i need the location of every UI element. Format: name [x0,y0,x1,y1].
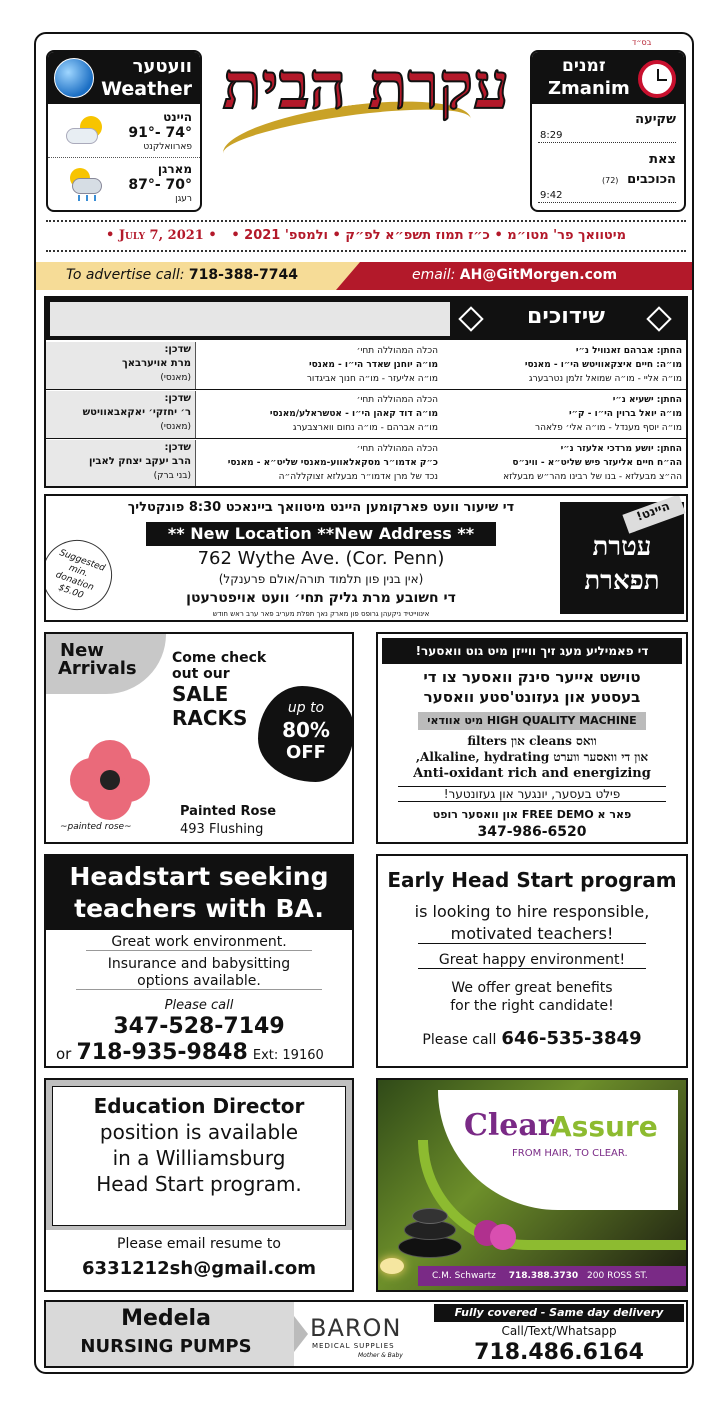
shadchan-label-2: שדכן: [164,393,191,404]
groom-line1-1: החתן: אברהם זאנוויל נ״י [575,346,682,356]
groom-cell-3 [442,442,682,484]
water-machine: HIGH QUALITY MACHINE מיט אוודאי [418,712,646,730]
shadchan-place-2: (מאנסי) [160,422,191,432]
groom-line2-2: מו״ה יואל ברוין הי״ו - ק״י [568,409,682,419]
zmanim-box [530,50,686,212]
painted-rose-ad [44,632,354,844]
medela-ad [44,1300,688,1368]
groom-cell-2 [442,393,682,435]
shadchan-label-1: שדכן: [164,344,191,355]
discount-splash [258,686,354,782]
baron-name: BARON [310,1314,402,1342]
dateline-place: מיטוואך פר' מטו״מ [507,228,626,243]
dateline-count: ולמספ' 2021 [244,228,328,243]
advertise-email[interactable]: AH@GitMorgen.com [459,267,618,283]
stars-label-1: צאת [649,152,676,167]
baron-sub2: Mother & Baby [358,1352,403,1359]
water-demo: פאר א FREE DEMO און וואסער רופט [432,808,632,821]
shiur-small: אינווייטיד ניקעהן גרופס פון מארק נאך תפלת מעריב פאר ערב ראש חודש [212,610,430,618]
weather-tomorrow [48,160,200,210]
shiur-speaker: די חשובע מרת גליק תחי׳ וועט אויפטרעטן [186,590,456,606]
stars-label-2: הכוכבים [627,172,676,187]
water-ad [376,632,688,844]
clearassure-address: 200 ROSS ST. [587,1271,648,1281]
early-phone[interactable]: 646-535-3849 [501,1028,642,1049]
baron-sub: MEDICAL SUPPLIES [312,1342,395,1350]
education-title: Education Director [93,1094,305,1118]
shiur-address-he: (אין בנין פון תלמוד תורה/אולם פרענקל) [218,572,424,586]
weather-box [46,50,202,212]
water-phone[interactable]: 347-986-6520 [477,824,587,840]
logo-line2: תפארת [584,566,660,596]
today-desc: פארוואלקנט [143,142,192,152]
shiur-line1: די שיעור וועט פארקומען היינט מיטוואך ביינאכט 8:30 פונקטליך [127,500,515,515]
water-line5: Anti-oxidant rich and energizing [413,766,651,781]
education-email[interactable]: 6331212sh@gmail.com [82,1258,316,1279]
stones-icon [392,1208,472,1268]
early-line3: Great happy environment! [418,952,646,969]
store-name: Painted Rose [180,804,277,819]
medela-line2: NURSING PUMPS [80,1336,252,1357]
rose-script: ~painted rose~ [60,822,132,832]
education-email-label: Please email resume to [117,1236,281,1252]
early-line1: is looking to hire responsible, [414,902,650,921]
stars-time: 9:42 [540,190,563,201]
weather-today [48,108,200,158]
brand-assure: Assure [550,1110,658,1143]
sunset-time: 8:29 [540,130,563,141]
newspaper-page [34,32,694,1374]
weather-title-en: Weather [101,78,192,100]
orchid-icon [474,1220,518,1250]
headstart-line2: Insurance and babysitting [107,956,291,972]
tomorrow-day: מארגן [157,162,192,176]
bride-line2-2: מו״ה דוד קאהן הי״ו - אטשראלע/מאנסי [269,409,438,419]
groom-line2-1: מו״ה: חיים איצקאוויטש הי״ו - מאנסי [524,360,682,370]
stars-line [538,202,676,203]
off-label: OFF [286,742,326,763]
shidduchim-title: שידוכים [527,304,605,329]
come-label: Come check [172,650,267,666]
shiur-ad [44,494,688,622]
shidduchim-row-1 [46,342,686,390]
racks-label: RACKS [172,706,248,730]
dateline-bullet-1: • [106,228,115,243]
today-temp: 91°- 74° [128,125,192,141]
shidduchim-row-3 [46,440,686,486]
dateline-bullet-5: • [231,228,240,243]
bride-line3-3: נכד של מרן אדמו״ר מבעלזא זצוקללה״ה [278,472,438,482]
bride-line2-1: מו״ה יוחנן שאדר הי״ו - מאנסי [309,360,438,370]
education-line2: in a Williamsburg [112,1146,286,1170]
headstart-ad [44,854,354,1068]
shidduchim-blank-field [50,302,450,336]
bride-cell-1 [198,344,438,386]
water-line4: און די וואסער ווערט Alkaline, hydrating, [415,750,649,764]
new-label: New [60,640,104,661]
early-call-line [378,1028,686,1049]
education-ad [44,1078,354,1292]
groom-line3-3: הה״צ מבעלזא - בנו של רבינו מהר״ש מבעלזא [503,472,682,482]
groom-cell-1 [442,344,682,386]
bride-line1-2: הכלה המהוללה תחי׳ [356,395,438,405]
headstart-phone2-line [56,1040,354,1065]
donation-circle [44,530,122,620]
dateline-bullet-3: • [494,228,503,243]
stars-note: (72) [602,176,619,185]
early-title: Early Head Start program [387,868,677,892]
groom-line2-3: הה״ח חיים אליעזר פיש שליט״א - ווינ״ס [512,458,682,468]
out-label: out our [172,666,230,682]
dateline-date: July 7, 2021 [118,228,204,243]
rose-flower-icon [70,740,150,820]
candle-icon [380,1258,404,1274]
advertise-band [36,262,692,290]
rain-cloud-icon [66,168,104,202]
weather-header [48,52,200,104]
percent-label: 80% [282,718,330,742]
sunset-line [538,142,676,143]
water-line1: טוישט אייער סינק וואסער צו די [423,668,641,686]
email-label: email: [412,267,456,283]
headstart-call: Please call [164,998,234,1013]
water-line3: וואס cleans און filters [467,734,597,748]
masthead-title: עקרת הבית [222,49,510,124]
education-line1: position is available [99,1120,299,1144]
shadchan-name-1: מרת אויערבאך [121,358,191,369]
bride-cell-2 [198,393,438,435]
bride-line3-1: מו״ה אליעזר - מו״ה חנוך אביגדור [306,374,438,384]
shadchan-name-3: הרב יעקב יצחק לאבין [88,456,191,467]
zmanim-header [532,52,684,104]
shidduchim-section [44,296,688,488]
groom-line3-2: מו״ה יוסף מענדל - מו״ה אלי׳ פלאהר [535,423,682,433]
brand-clear: Clear [464,1108,554,1143]
up-to-label: up to [287,700,325,716]
dateline-bullet-2: • [208,228,217,243]
groom-line1-3: החתן: יושע מרדכי אלעזר נ״י [560,444,682,454]
headstart-line1: Great work environment. [86,934,312,951]
advertise-label: To advertise call: [66,267,185,283]
early-line5: for the right candidate! [450,998,614,1014]
ornament-right-icon [646,306,671,331]
headstart-or: or [56,1045,72,1063]
clearassure-phone[interactable]: 718.388.3730 [508,1271,579,1281]
dateline-bullet-4: • [332,228,341,243]
masthead [216,44,516,214]
ornament-left-icon [458,306,483,331]
medela-contact: Call/Text/Whatsapp [501,1324,617,1338]
store-address: 493 Flushing [180,822,264,837]
zmanim-title-he: זמנים [562,56,606,76]
headstart-phone1[interactable]: 347-528-7149 [113,1014,285,1039]
shidduchim-header [46,298,686,340]
early-line2: motivated teachers! [418,924,646,944]
water-line2: בעסטע און געזונט'סטע וואסער [423,688,641,706]
bride-line1-3: הכלה המהוללה תחי׳ [356,444,438,454]
shiur-tag: היינט! [622,494,685,533]
advertise-phone[interactable]: 718-388-7744 [188,267,298,283]
bride-line1-1: הכלה המהוללה תחי׳ [356,346,438,356]
shadchan-place-1: (מאנסי) [160,373,191,383]
sunset-label: שקיעה [635,112,676,127]
shadchan-name-2: ר׳ יחזקי׳ יאקאבאוויטש [82,407,191,418]
sale-label: SALE [172,682,229,706]
shiur-banner: ** New Location **New Address ** [146,522,496,546]
donation-text: Suggested min. donation $5.00 [54,548,107,602]
shadchan-cell-1 [46,342,196,389]
shadchan-cell-3 [46,440,196,486]
globe-icon [54,58,94,98]
water-header: די פאמיליע מעג זיך ווייזן מיט גוט וואסער! [382,638,682,664]
zmanim-title-en: Zmanim [548,78,630,99]
early-headstart-ad [376,854,688,1068]
alarm-clock-icon [638,60,676,98]
medela-line1: Medela [121,1306,211,1331]
headstart-phone2[interactable]: 718-935-9848 [76,1040,248,1065]
bsd-mark: בס״ד [632,38,652,47]
baron-logo [310,1312,430,1360]
weather-title-he: וועטער [132,56,192,77]
shadchan-cell-2 [46,391,196,438]
shadchan-label-3: שדכן: [164,442,191,453]
clearassure-ad [376,1078,688,1292]
clearassure-footer [418,1266,686,1286]
arrivals-label: Arrivals [58,658,137,679]
bride-line3-2: מו״ה אברהם - מו״ה נחום ווארצבערג [292,423,438,433]
shiur-logo [560,498,684,614]
headstart-ext: Ext: 19160 [252,1048,324,1063]
shiur-address: 762 Wythe Ave. (Cor. Penn) [197,548,445,569]
shadchan-place-3: (בני ברק) [153,471,191,481]
education-line3: Head Start program. [96,1172,302,1196]
dateline-hebrew-date: כ״ז תמוז תשפ״א לפ״ק [345,228,490,243]
early-line4: We offer great benefits [451,980,613,996]
shidduchim-row-2 [46,391,686,439]
today-day: היינט [163,110,192,124]
clearassure-name: C.M. Schwartz [432,1271,496,1281]
tomorrow-desc: רעגן [175,194,192,204]
medela-phone[interactable]: 718.486.6164 [474,1340,644,1365]
dateline [46,220,686,252]
tomorrow-temp: 87°- 70° [128,177,192,193]
medela-arrow-icon [294,1316,308,1352]
clearassure-tagline: FROM HAIR, TO CLEAR. [512,1148,628,1159]
headstart-title2: teachers with BA. [74,894,324,923]
water-line6: פילט בעסער, יונגער און געזונטער! [398,786,666,802]
early-call: Please call [422,1032,497,1048]
bride-line2-3: כ״ק אדמו״ר מסקאלאווע-מאנסי שליט״א - מאנסי [227,458,438,468]
headstart-line3: options available. [76,973,322,990]
groom-line1-2: החתן: ישעיא נ״י [612,395,682,405]
sun-cloud-icon [66,116,104,146]
medela-banner: Fully covered - Same day delivery [434,1304,684,1322]
bride-cell-3 [198,442,438,484]
headstart-title1: Headstart seeking [69,862,329,891]
logo-line1: עטרת [592,532,652,562]
groom-line3-1: מו״ה אליי - מו״ה שמואל זלמן נטרבערג [528,374,682,384]
